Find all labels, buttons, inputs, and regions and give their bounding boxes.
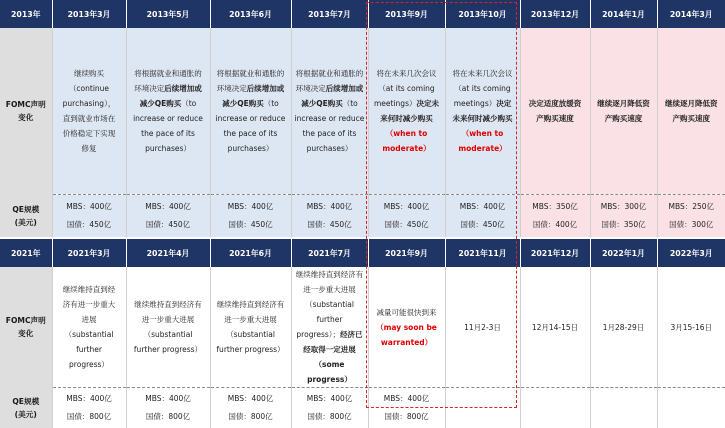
statement-text: 环境决定	[134, 84, 164, 93]
fomc-statement-cell	[657, 28, 725, 195]
fomc-statement-cell	[126, 267, 210, 388]
statement-line	[55, 282, 124, 297]
table2-qe-row	[0, 388, 725, 428]
statement-line	[371, 81, 443, 96]
qe-size-cell	[590, 388, 657, 428]
row-label-text: 变化	[2, 327, 50, 340]
qe-size-cell	[291, 195, 368, 238]
header-cell: 2021年7月	[291, 239, 368, 267]
qe-size-cell	[368, 195, 445, 238]
statement-text: purchasing），	[63, 99, 116, 108]
mbs-amount: MBS：400亿	[55, 198, 124, 216]
header-cell: 2021年9月	[368, 239, 445, 267]
statement-text: increase or reduce	[216, 114, 286, 123]
mbs-amount: MBS：400亿	[448, 198, 518, 216]
mbs-amount: MBS：400亿	[213, 198, 289, 216]
statement-text: 将根据就业和通胀的	[296, 69, 364, 78]
row-label-text: (美元)	[2, 408, 50, 421]
statement-text: further progress）	[216, 345, 284, 354]
statement-text: moderate）	[382, 144, 430, 153]
qe-size-cell	[657, 195, 725, 238]
qe-size-cell	[657, 388, 725, 428]
statement-line	[55, 126, 124, 141]
statement-text: further	[76, 345, 102, 354]
statement-text: 继续逐月降低资	[597, 99, 650, 108]
statement-text: 进一步重大进展	[142, 315, 195, 324]
row-label-qe	[0, 388, 52, 428]
statement-text: increase or reduce	[295, 114, 365, 123]
statement-text: purchases）	[307, 144, 353, 153]
statement-line	[593, 111, 655, 126]
statement-line	[129, 81, 208, 96]
qe-size-cell	[52, 195, 126, 238]
statement-text: 后续增加或	[326, 84, 364, 93]
fomc-statement-cell	[520, 28, 590, 195]
fomc-statement-cell	[657, 267, 725, 388]
statement-line	[129, 297, 208, 312]
treasury-amount: 国债：450亿	[55, 216, 124, 234]
treasury-amount: 国债：400亿	[523, 216, 588, 234]
qe-size-cell	[291, 388, 368, 428]
statement-line	[55, 297, 124, 312]
statement-text: further progress）	[134, 345, 202, 354]
row-label-text: QE规模	[2, 395, 50, 408]
statement-text: （when to	[462, 129, 504, 138]
statement-text: 将根据就业和通胀的	[217, 69, 285, 78]
statement-line	[129, 66, 208, 81]
mbs-amount: MBS：400亿	[129, 390, 208, 408]
treasury-amount: 国债：300亿	[660, 216, 724, 234]
fomc-statement-cell	[210, 28, 291, 195]
statement-line	[294, 357, 366, 387]
statement-line	[371, 96, 443, 111]
statement-text: 直到就业市场在	[63, 114, 116, 123]
statement-text: （substantial	[65, 330, 114, 339]
header-cell: 2014年1月	[590, 0, 657, 28]
treasury-amount: 国债：350亿	[593, 216, 655, 234]
mbs-amount: MBS：250亿	[660, 198, 724, 216]
table1-fomc-row	[0, 28, 725, 195]
statement-line	[213, 81, 289, 96]
mbs-amount: MBS：400亿	[294, 198, 366, 216]
header-cell: 2021年6月	[210, 239, 291, 267]
row-label-text: FOMC声明	[2, 98, 50, 111]
header-cell: 2013年	[0, 0, 52, 28]
fomc-statement-cell	[590, 267, 657, 388]
statement-text: 进展	[82, 315, 97, 324]
statement-line	[660, 320, 724, 335]
statement-line	[448, 320, 518, 335]
statement-line	[294, 81, 366, 96]
fomc-statement-cell	[52, 28, 126, 195]
mbs-amount: MBS：300亿	[593, 198, 655, 216]
statement-text: （to	[181, 99, 196, 108]
statement-text: 未来何时减少购买	[453, 114, 513, 123]
statement-line	[213, 66, 289, 81]
statement-line	[294, 312, 366, 327]
statement-text: 继续购买	[74, 69, 104, 78]
statement-text: 产购买速度	[536, 114, 574, 123]
statement-text: 减少QE购买	[140, 99, 182, 108]
table1-header-row	[0, 0, 725, 28]
statement-text: warranted）	[381, 338, 432, 347]
fomc-statement-cell	[368, 267, 445, 388]
fomc-statement-cell	[445, 267, 520, 388]
statement-text: 经取得一定进展	[303, 345, 356, 354]
treasury-amount: 国债：800亿	[371, 408, 443, 426]
header-cell: 2013年6月	[210, 0, 291, 28]
statement-line	[294, 327, 366, 342]
statement-text: （substantial	[226, 330, 275, 339]
statement-text: 经济已	[340, 330, 363, 339]
statement-text: the pace of its	[141, 129, 195, 138]
statement-text: 决定	[496, 99, 511, 108]
statement-line	[213, 327, 289, 342]
table2-fomc-row	[0, 267, 725, 388]
header-cell: 2021年11月	[445, 239, 520, 267]
qe-size-cell	[520, 195, 590, 238]
statement-line	[55, 357, 124, 372]
statement-line	[55, 66, 124, 81]
statement-line	[593, 96, 655, 111]
header-cell: 2014年3月	[657, 0, 725, 28]
statement-text: 继续维持直到经济有	[296, 270, 364, 279]
fomc-statement-cell	[52, 267, 126, 388]
mbs-amount: MBS：350亿	[523, 198, 588, 216]
statement-line	[371, 320, 443, 335]
treasury-amount: 国债：450亿	[294, 216, 366, 234]
treasury-amount: 国债：800亿	[213, 408, 289, 426]
header-cell: 2021年4月	[126, 239, 210, 267]
statement-text: （at its coming	[378, 84, 434, 93]
statement-text: 继续逐月降低资	[665, 99, 718, 108]
qe-size-cell	[126, 388, 210, 428]
statement-text: （some progress）	[307, 360, 352, 384]
statement-text: 产购买速度	[605, 114, 643, 123]
statement-text: the pace of its	[303, 129, 357, 138]
statement-text: 3月15-16日	[670, 323, 712, 332]
statement-text: 修复	[82, 144, 97, 153]
statement-line	[294, 342, 366, 357]
statement-line	[55, 342, 124, 357]
statement-line	[448, 126, 518, 141]
statement-line	[55, 111, 124, 126]
header-cell: 2013年9月	[368, 0, 445, 28]
statement-text: purchases）	[145, 144, 191, 153]
statement-text: 环境决定	[217, 84, 247, 93]
statement-line	[129, 312, 208, 327]
header-cell: 2013年3月	[52, 0, 126, 28]
statement-text: （to	[264, 99, 279, 108]
fomc-statement-cell	[291, 28, 368, 195]
qe-size-cell	[590, 195, 657, 238]
statement-line	[294, 267, 366, 282]
statement-line	[371, 66, 443, 81]
statement-text: 来何时减少购买	[380, 114, 433, 123]
statement-line	[213, 111, 289, 126]
statement-line	[448, 66, 518, 81]
qe-size-cell	[210, 388, 291, 428]
statement-line	[448, 81, 518, 96]
fomc-statement-cell	[445, 28, 520, 195]
statement-line	[660, 111, 724, 126]
mbs-amount: MBS：400亿	[294, 390, 366, 408]
mbs-amount: MBS：400亿	[213, 390, 289, 408]
statement-text: purchases）	[228, 144, 274, 153]
statement-text: meetings）	[454, 99, 496, 108]
statement-line	[371, 141, 443, 156]
statement-text: 继续维持直到经济有	[134, 300, 202, 309]
statement-line	[294, 282, 366, 297]
statement-text: （substantial	[305, 300, 354, 309]
statement-text: increase or reduce	[133, 114, 203, 123]
row-label-text: QE规模	[2, 203, 50, 216]
statement-line	[129, 327, 208, 342]
table1-qe-row	[0, 195, 725, 238]
statement-line	[213, 141, 289, 156]
row-label-text: (美元)	[2, 216, 50, 229]
statement-text: 将在未来几次会议	[453, 69, 513, 78]
fomc-statement-cell	[291, 267, 368, 388]
statement-text: （when to	[386, 129, 428, 138]
statement-line	[660, 96, 724, 111]
statement-text: 12月14-15日	[532, 323, 578, 332]
statement-text: 后续增加或	[164, 84, 202, 93]
statement-line	[448, 141, 518, 156]
statement-line	[55, 327, 124, 342]
qe-size-cell	[210, 195, 291, 238]
statement-text: 决定适度放缓资	[529, 99, 582, 108]
statement-text: 减少QE购买	[222, 99, 264, 108]
statement-line	[213, 342, 289, 357]
treasury-amount: 国债：450亿	[129, 216, 208, 234]
statement-line	[294, 141, 366, 156]
statement-text: （continue	[69, 84, 109, 93]
fomc-statement-cell	[126, 28, 210, 195]
statement-line	[129, 96, 208, 111]
treasury-amount: 国债：450亿	[213, 216, 289, 234]
statement-line	[129, 126, 208, 141]
fomc-statement-cell	[368, 28, 445, 195]
statement-text: 决定未	[416, 99, 439, 108]
qe-size-cell	[52, 388, 126, 428]
statement-text: progress）；	[296, 330, 340, 339]
statement-text: 环境决定	[296, 84, 326, 93]
statement-text: progress）	[69, 360, 109, 369]
statement-text: （at its coming	[454, 84, 510, 93]
statement-text: 济有进一步重大	[63, 300, 116, 309]
statement-text: 产购买速度	[673, 114, 711, 123]
row-label-text: FOMC声明	[2, 314, 50, 327]
statement-line	[129, 111, 208, 126]
statement-text: 减量可能很快到来	[377, 308, 437, 317]
statement-line	[294, 111, 366, 126]
statement-text: 11月2-3日	[464, 323, 501, 332]
statement-text: 将在未来几次会议	[377, 69, 437, 78]
header-cell: 2013年10月	[445, 0, 520, 28]
header-cell: 2022年3月	[657, 239, 725, 267]
mbs-amount: MBS：400亿	[371, 390, 443, 408]
header-cell: 2013年7月	[291, 0, 368, 28]
statement-line	[371, 305, 443, 320]
statement-line	[129, 141, 208, 156]
treasury-amount: 国债：800亿	[129, 408, 208, 426]
treasury-amount: 国债：800亿	[294, 408, 366, 426]
qe-size-cell	[126, 195, 210, 238]
header-cell: 2021年3月	[52, 239, 126, 267]
statement-line	[129, 342, 208, 357]
statement-line	[448, 96, 518, 111]
statement-text: further	[317, 315, 343, 324]
header-cell: 2013年5月	[126, 0, 210, 28]
statement-line	[294, 126, 366, 141]
fomc-statement-cell	[590, 28, 657, 195]
statement-line	[55, 96, 124, 111]
statement-line	[213, 126, 289, 141]
statement-line	[55, 312, 124, 327]
row-label-text: 变化	[2, 111, 50, 124]
header-cell: 2022年1月	[590, 239, 657, 267]
statement-text: （substantial	[144, 330, 193, 339]
qe-size-cell	[445, 388, 520, 428]
mbs-amount: MBS：400亿	[129, 198, 208, 216]
statement-line	[294, 66, 366, 81]
statement-line	[523, 96, 588, 111]
fomc-statement-cell	[520, 267, 590, 388]
statement-text: 进一步重大进展	[303, 285, 356, 294]
header-cell: 2021年12月	[520, 239, 590, 267]
statement-text: 1月28-29日	[603, 323, 645, 332]
qe-size-cell	[445, 195, 520, 238]
statement-line	[371, 335, 443, 350]
statement-line	[371, 126, 443, 141]
fomc-statement-cell	[210, 267, 291, 388]
statement-line	[294, 297, 366, 312]
header-cell: 2021年	[0, 239, 52, 267]
statement-line	[213, 312, 289, 327]
statement-text: 减少QE购买	[301, 99, 343, 108]
header-cell: 2013年12月	[520, 0, 590, 28]
row-label-qe	[0, 195, 52, 238]
treasury-amount: 国债：450亿	[371, 216, 443, 234]
statement-line	[523, 111, 588, 126]
statement-line	[213, 297, 289, 312]
statement-text: 继续维持直到经济有	[217, 300, 285, 309]
treasury-amount: 国债：800亿	[55, 408, 124, 426]
mbs-amount: MBS：400亿	[371, 198, 443, 216]
statement-line	[523, 320, 588, 335]
statement-line	[55, 141, 124, 156]
statement-text: 后续增加或	[247, 84, 285, 93]
mbs-amount: MBS：400亿	[55, 390, 124, 408]
row-label-fomc	[0, 28, 52, 195]
statement-line	[213, 96, 289, 111]
qe-size-cell	[520, 388, 590, 428]
row-label-fomc	[0, 267, 52, 388]
statement-text: 将根据就业和通胀的	[134, 69, 202, 78]
statement-text: moderate）	[458, 144, 506, 153]
statement-line	[55, 81, 124, 96]
statement-line	[448, 111, 518, 126]
statement-line	[294, 96, 366, 111]
statement-text: 继续维持直到经	[63, 285, 116, 294]
statement-line	[593, 320, 655, 335]
treasury-amount: 国债：450亿	[448, 216, 518, 234]
qe-size-cell	[368, 388, 445, 428]
statement-line	[371, 111, 443, 126]
statement-text: 进一步重大进展	[224, 315, 277, 324]
statement-text: 价格稳定下实现	[63, 129, 116, 138]
statement-text: （may soon be	[376, 323, 437, 332]
statement-text: （to	[343, 99, 358, 108]
statement-text: meetings）	[374, 99, 416, 108]
table2-header-row	[0, 239, 725, 267]
statement-text: the pace of its	[224, 129, 278, 138]
